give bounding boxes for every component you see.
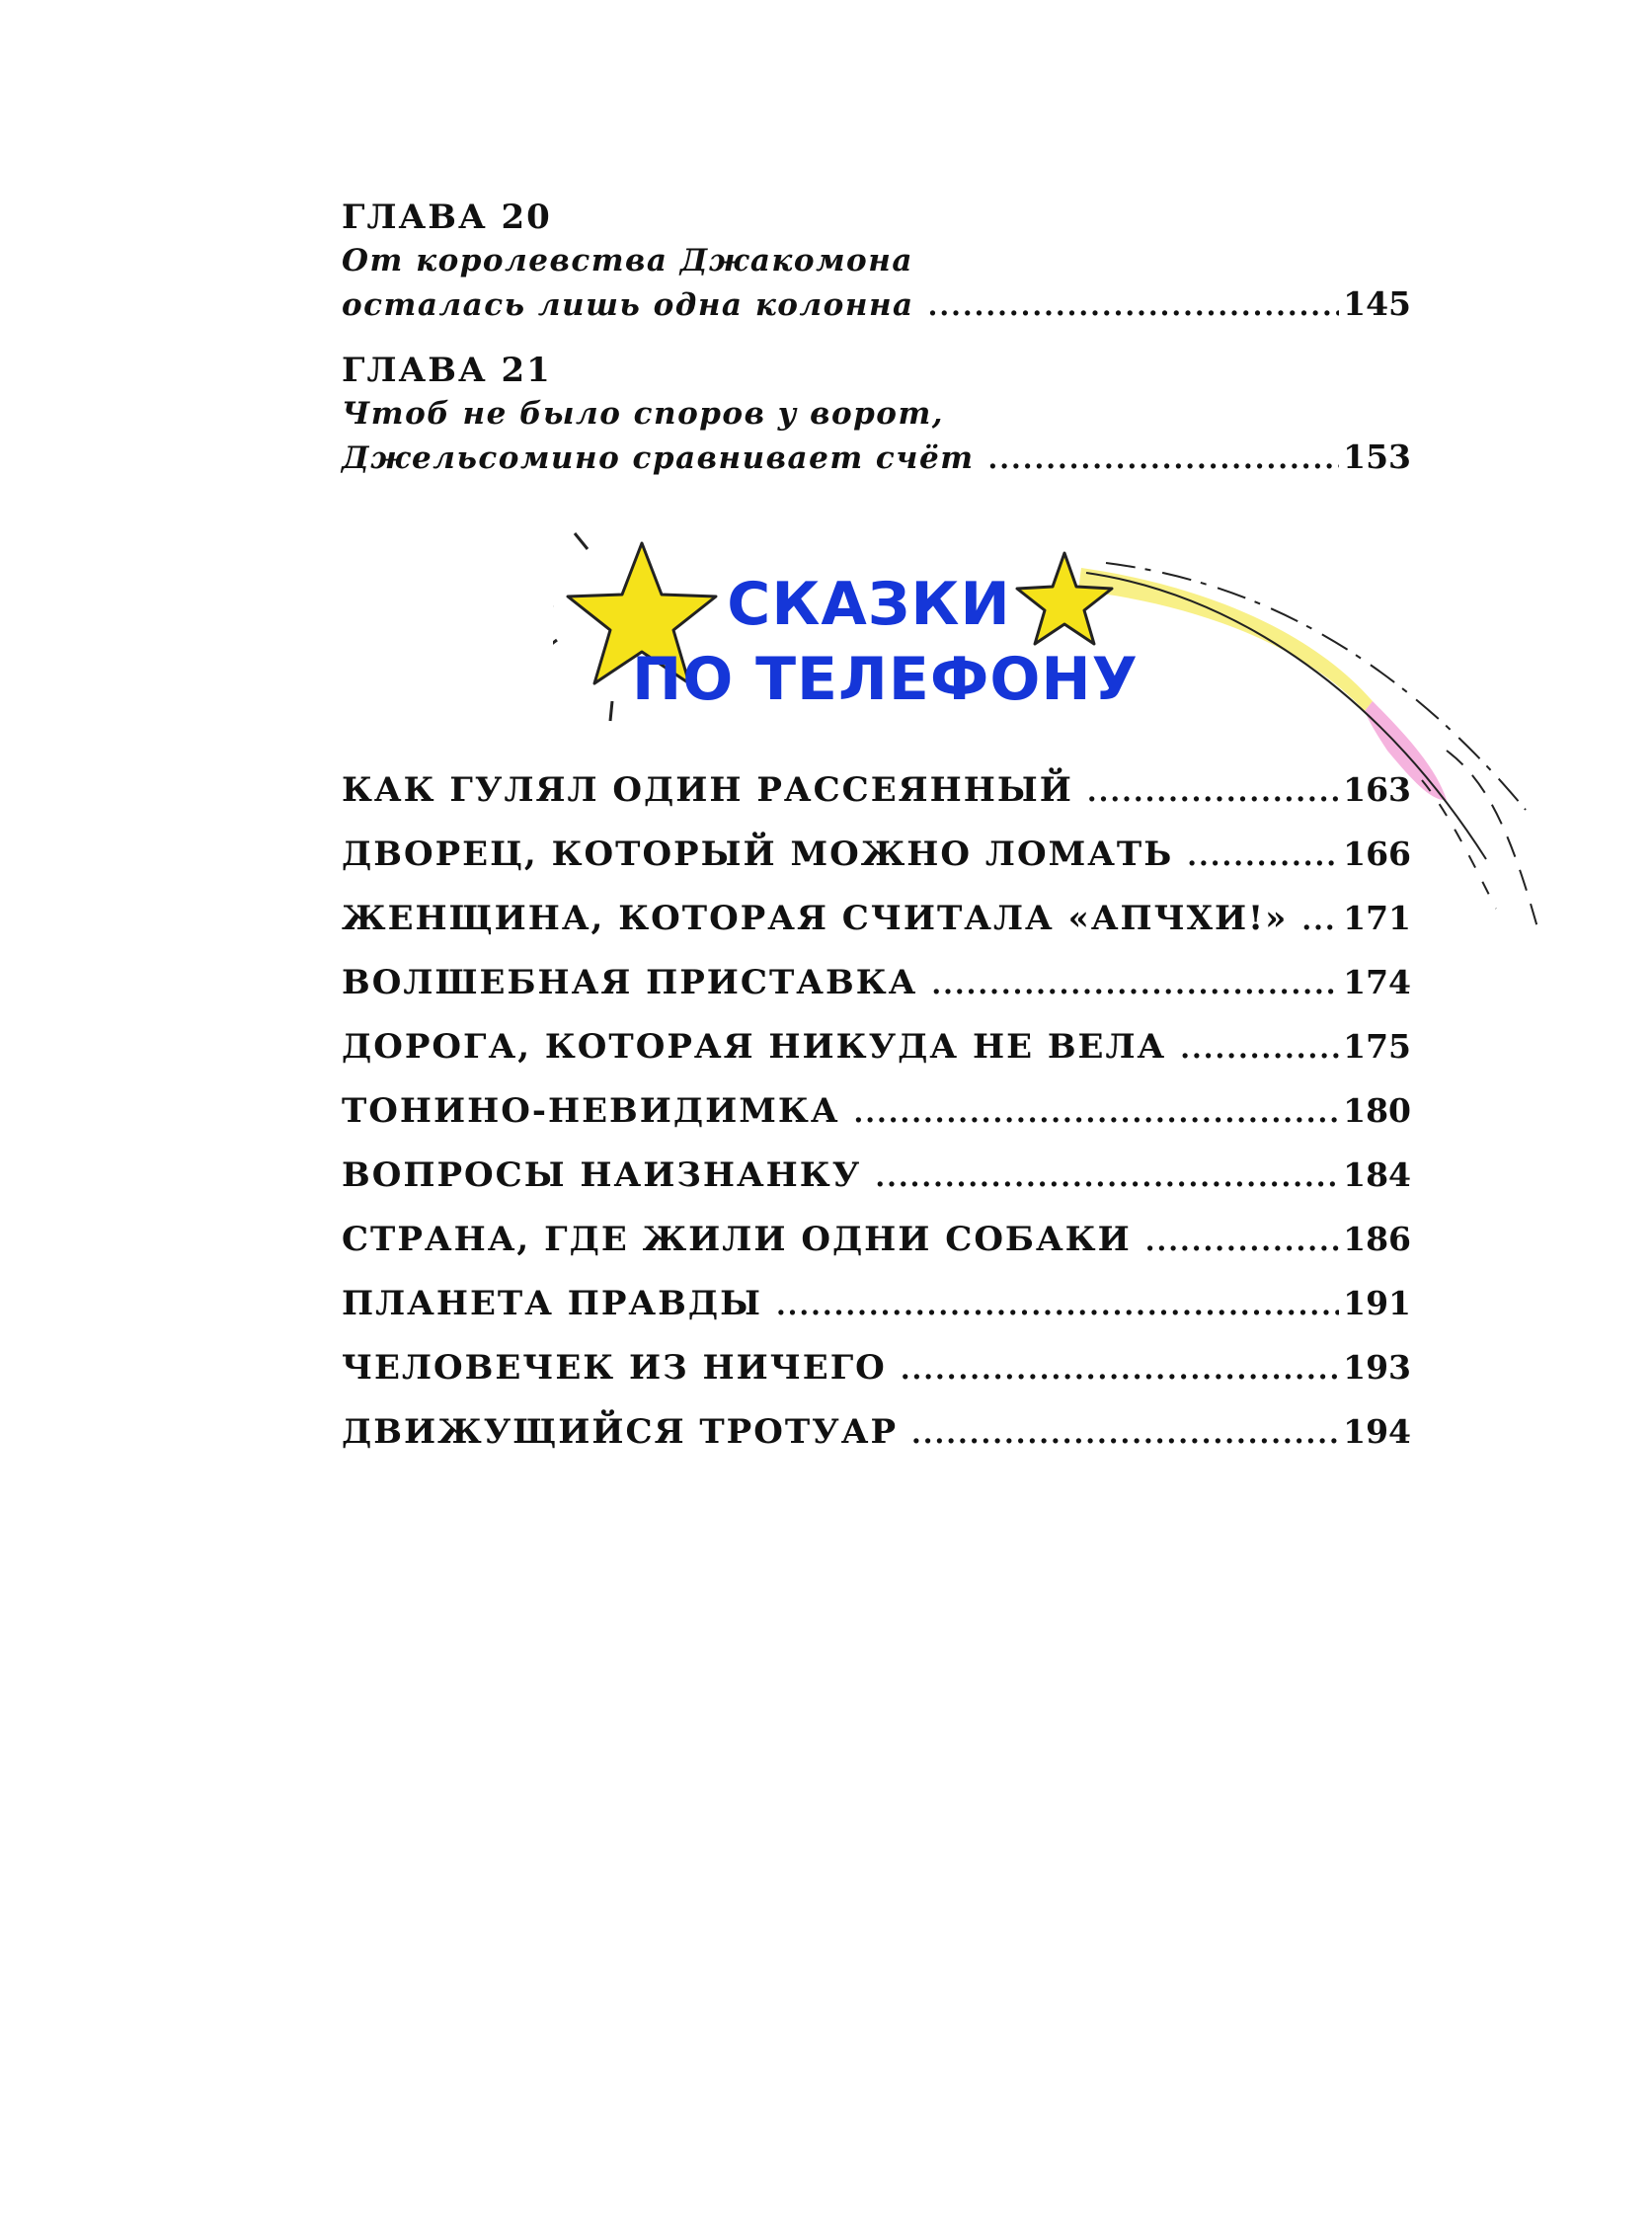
dot-leader [988,437,1340,481]
page-number: 171 [1343,899,1411,937]
story-list [342,768,1411,1474]
page-number: 163 [1343,770,1411,809]
chapter-label: ГЛАВА 21 [342,351,552,390]
page-number: 145 [1343,284,1411,323]
page-number: 193 [1343,1348,1411,1387]
story-title: ВОЛШЕБНАЯ ПРИСТАВКА [342,963,918,1002]
dot-leader [1087,770,1339,814]
story-title: КАК ГУЛЯЛ ОДИН РАССЕЯННЫЙ [342,770,1073,810]
chapter-subtitle-line2 [342,282,1411,326]
dot-leader [928,284,1339,328]
story-entry [342,1089,1411,1153]
story-entry [342,768,1411,833]
comet-trail-stroke [1422,780,1496,909]
section-title [632,567,1139,717]
dot-leader [875,1155,1339,1199]
sparkle-icon [553,640,557,652]
page-number: 184 [1343,1155,1411,1194]
dot-leader [776,1284,1339,1327]
story-title: ЧЕЛОВЕЧЕК ИЗ НИЧЕГО [342,1348,887,1388]
chapter-label: ГЛАВА 20 [342,198,552,237]
story-title: ДОРОГА, КОТОРАЯ НИКУДА НЕ ВЕЛА [342,1027,1167,1067]
story-entry [342,1025,1411,1089]
page-number: 194 [1343,1412,1411,1451]
story-entry [342,961,1411,1025]
toc-chapter-21 [342,349,1411,479]
chapter-subtitle-line1: От королевства Джакомона [342,243,913,278]
dot-leader [1187,835,1339,878]
section-title-line2: ПО ТЕЛЕФОНУ [632,645,1139,714]
page-number: 174 [1343,963,1411,1001]
dot-leader [911,1412,1339,1456]
story-title: ТОНИНО-НЕВИДИМКА [342,1091,840,1131]
dot-leader [1301,899,1339,942]
chapter-subtitle-text: осталась лишь одна колонна [342,287,914,323]
story-entry [342,1218,1411,1282]
story-title: СТРАНА, ГДЕ ЖИЛИ ОДНИ СОБАКИ [342,1220,1132,1259]
story-entry [342,897,1411,961]
chapter-subtitle-line1: Чтоб не было споров у ворот, [342,396,945,432]
sparkle-icon [575,533,588,549]
story-entry [342,1282,1411,1346]
page-number: 186 [1343,1220,1411,1258]
story-entry [342,1410,1411,1474]
page-number: 153 [1343,437,1411,476]
page-number: 191 [1343,1284,1411,1322]
chapter-subtitle-text: Джельсомино сравнивает счёт [342,440,975,476]
dot-leader [1180,1027,1339,1071]
story-entry [342,1346,1411,1410]
toc-chapter-20 [342,196,1411,326]
story-title: ДВИЖУЩИЙСЯ ТРОТУАР [342,1412,899,1452]
story-title: ЖЕНЩИНА, КОТОРАЯ СЧИТАЛА «АПЧХИ!» [342,899,1289,938]
dot-leader [1145,1220,1339,1263]
story-title: ДВОРЕЦ, КОТОРЫЙ МОЖНО ЛОМАТЬ [342,835,1174,874]
page-number: 175 [1343,1027,1411,1066]
dot-leader [931,963,1339,1006]
chapter-subtitle-line2 [342,436,1411,479]
page-number: 180 [1343,1091,1411,1130]
story-entry [342,1153,1411,1218]
dot-leader [901,1348,1339,1391]
story-title: ПЛАНЕТА ПРАВДЫ [342,1284,762,1323]
section-title-line1: СКАЗКИ [727,570,1011,639]
dot-leader [854,1091,1340,1135]
sparkle-icon [610,701,612,721]
story-title: ВОПРОСЫ НАИЗНАНКУ [342,1155,862,1195]
page-number: 166 [1343,835,1411,873]
story-entry [342,833,1411,897]
